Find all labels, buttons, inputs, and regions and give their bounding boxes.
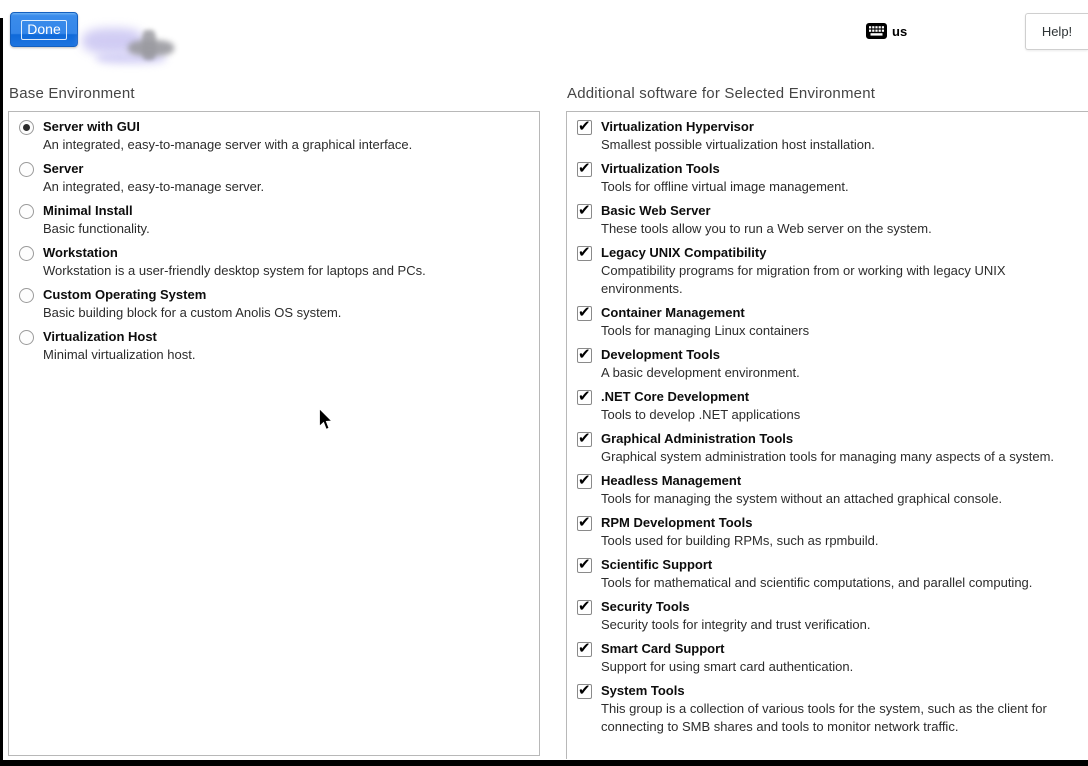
option-text xyxy=(601,682,1082,736)
screen-left-edge xyxy=(0,18,3,766)
checkbox-icon[interactable] xyxy=(577,432,592,447)
option-text xyxy=(43,244,533,280)
option-description: This group is a collection of various tools for the system, such as the client for connecting to SMB shares and tools to monitor network traffic. xyxy=(601,701,1047,734)
keyboard-layout-indicator[interactable] xyxy=(866,23,907,39)
option-title: Headless Management xyxy=(601,473,742,488)
option-title: Virtualization Host xyxy=(43,329,157,344)
option-description: Smallest possible virtualization host installation. xyxy=(601,137,875,152)
option-title: Scientific Support xyxy=(601,557,713,572)
base-environment-option[interactable] xyxy=(19,118,533,154)
option-title: .NET Core Development xyxy=(601,389,750,404)
mouse-cursor xyxy=(318,408,333,432)
checkbox-icon[interactable] xyxy=(577,516,592,531)
base-environment-option[interactable] xyxy=(19,160,533,196)
option-text xyxy=(43,202,533,238)
option-title: Container Management xyxy=(601,305,745,320)
option-description: Minimal virtualization host. xyxy=(43,347,196,362)
radio-button-icon[interactable] xyxy=(19,246,34,261)
additional-software-option[interactable] xyxy=(577,430,1082,466)
additional-software-option[interactable] xyxy=(577,556,1082,592)
option-text xyxy=(43,286,533,322)
option-description: Tools to develop .NET applications xyxy=(601,407,801,422)
checkbox-icon[interactable] xyxy=(577,390,592,405)
radio-button-icon[interactable] xyxy=(19,120,34,135)
option-text xyxy=(601,556,1082,592)
base-environment-option[interactable] xyxy=(19,244,533,280)
option-description: Security tools for integrity and trust verification. xyxy=(601,617,871,632)
render-artifact xyxy=(96,52,166,64)
render-artifact xyxy=(82,28,144,54)
option-title: Server xyxy=(43,161,84,176)
option-text xyxy=(43,328,533,364)
option-text xyxy=(601,160,1082,196)
base-environment-option[interactable] xyxy=(19,202,533,238)
render-artifact xyxy=(142,30,156,60)
option-text xyxy=(43,160,533,196)
option-description: Workstation is a user-friendly desktop system for laptops and PCs. xyxy=(43,263,426,278)
additional-software-option[interactable] xyxy=(577,304,1082,340)
option-description: An integrated, easy-to-manage server. xyxy=(43,179,265,194)
base-environment-list xyxy=(8,111,540,756)
option-text xyxy=(601,346,1082,382)
additional-software-option[interactable] xyxy=(577,514,1082,550)
additional-software-option[interactable] xyxy=(577,640,1082,676)
option-title: Server with GUI xyxy=(43,119,140,134)
option-text xyxy=(601,472,1082,508)
additional-software-list xyxy=(566,111,1088,759)
base-environment-heading: Base Environment xyxy=(9,85,135,102)
checkbox-icon[interactable] xyxy=(577,474,592,489)
additional-software-heading: Additional software for Selected Environment xyxy=(567,85,876,102)
checkbox-icon[interactable] xyxy=(577,204,592,219)
option-title: Security Tools xyxy=(601,599,690,614)
additional-software-option[interactable] xyxy=(577,118,1082,154)
option-title: RPM Development Tools xyxy=(601,515,753,530)
checkbox-icon[interactable] xyxy=(577,558,592,573)
option-description: A basic development environment. xyxy=(601,365,800,380)
option-text xyxy=(601,202,1082,238)
additional-software-option[interactable] xyxy=(577,598,1082,634)
option-text xyxy=(601,514,1082,550)
option-description: Compatibility programs for migration from or working with legacy UNIX environments. xyxy=(601,263,1006,296)
option-text xyxy=(601,244,1082,298)
checkbox-icon[interactable] xyxy=(577,642,592,657)
option-description: Tools for mathematical and scientific computations, and parallel computing. xyxy=(601,575,1033,590)
option-text xyxy=(43,118,533,154)
option-description: Graphical system administration tools for managing many aspects of a system. xyxy=(601,449,1055,464)
additional-software-option[interactable] xyxy=(577,202,1082,238)
option-description: Basic building block for a custom Anolis OS system. xyxy=(43,305,342,320)
option-title: Virtualization Hypervisor xyxy=(601,119,754,134)
radio-button-icon[interactable] xyxy=(19,204,34,219)
option-description: Tools for managing the system without an attached graphical console. xyxy=(601,491,1003,506)
radio-button-icon[interactable] xyxy=(19,162,34,177)
additional-software-option[interactable] xyxy=(577,682,1082,736)
option-text xyxy=(601,118,1082,154)
option-description: Tools used for building RPMs, such as rpmbuild. xyxy=(601,533,879,548)
option-title: Basic Web Server xyxy=(601,203,711,218)
additional-software-option[interactable] xyxy=(577,160,1082,196)
option-title: Custom Operating System xyxy=(43,287,207,302)
base-environment-option[interactable] xyxy=(19,286,533,322)
option-text xyxy=(601,598,1082,634)
option-title: Graphical Administration Tools xyxy=(601,431,794,446)
checkbox-icon[interactable] xyxy=(577,684,592,699)
option-title: Smart Card Support xyxy=(601,641,725,656)
checkbox-icon[interactable] xyxy=(577,306,592,321)
base-environment-section xyxy=(8,84,540,756)
additional-software-option[interactable] xyxy=(577,472,1082,508)
additional-software-option[interactable] xyxy=(577,244,1082,298)
checkbox-icon[interactable] xyxy=(577,162,592,177)
option-description: Tools for managing Linux containers xyxy=(601,323,810,338)
option-description: Basic functionality. xyxy=(43,221,150,236)
option-text xyxy=(601,304,1082,340)
checkbox-icon[interactable] xyxy=(577,120,592,135)
option-title: Workstation xyxy=(43,245,118,260)
screen-bottom-edge xyxy=(0,760,1088,766)
option-text xyxy=(601,640,1082,676)
additional-software-option[interactable] xyxy=(577,388,1082,424)
option-text xyxy=(601,388,1082,424)
option-title: Legacy UNIX Compatibility xyxy=(601,245,767,260)
option-title: Development Tools xyxy=(601,347,720,362)
help-button[interactable] xyxy=(1025,13,1088,50)
radio-button-icon[interactable] xyxy=(19,288,34,303)
checkbox-icon[interactable] xyxy=(577,348,592,363)
radio-button-icon[interactable] xyxy=(19,330,34,345)
option-description: These tools allow you to run a Web server on the system. xyxy=(601,221,932,236)
checkbox-icon[interactable] xyxy=(577,246,592,261)
keyboard-layout-label: us xyxy=(892,23,908,39)
additional-software-section xyxy=(566,84,1088,759)
option-title: Virtualization Tools xyxy=(601,161,720,176)
render-artifact xyxy=(128,40,174,56)
help-button-label: Help! xyxy=(1041,24,1073,39)
option-text xyxy=(601,430,1082,466)
option-description: Support for using smart card authentication. xyxy=(601,659,854,674)
keyboard-icon xyxy=(866,23,887,39)
done-button-label: Done xyxy=(21,20,66,40)
option-description: Tools for offline virtual image management. xyxy=(601,179,849,194)
checkbox-icon[interactable] xyxy=(577,600,592,615)
option-title: System Tools xyxy=(601,683,685,698)
option-title: Minimal Install xyxy=(43,203,133,218)
additional-software-option[interactable] xyxy=(577,346,1082,382)
option-description: An integrated, easy-to-manage server with a graphical interface. xyxy=(43,137,413,152)
done-button[interactable] xyxy=(10,12,78,47)
base-environment-option[interactable] xyxy=(19,328,533,364)
